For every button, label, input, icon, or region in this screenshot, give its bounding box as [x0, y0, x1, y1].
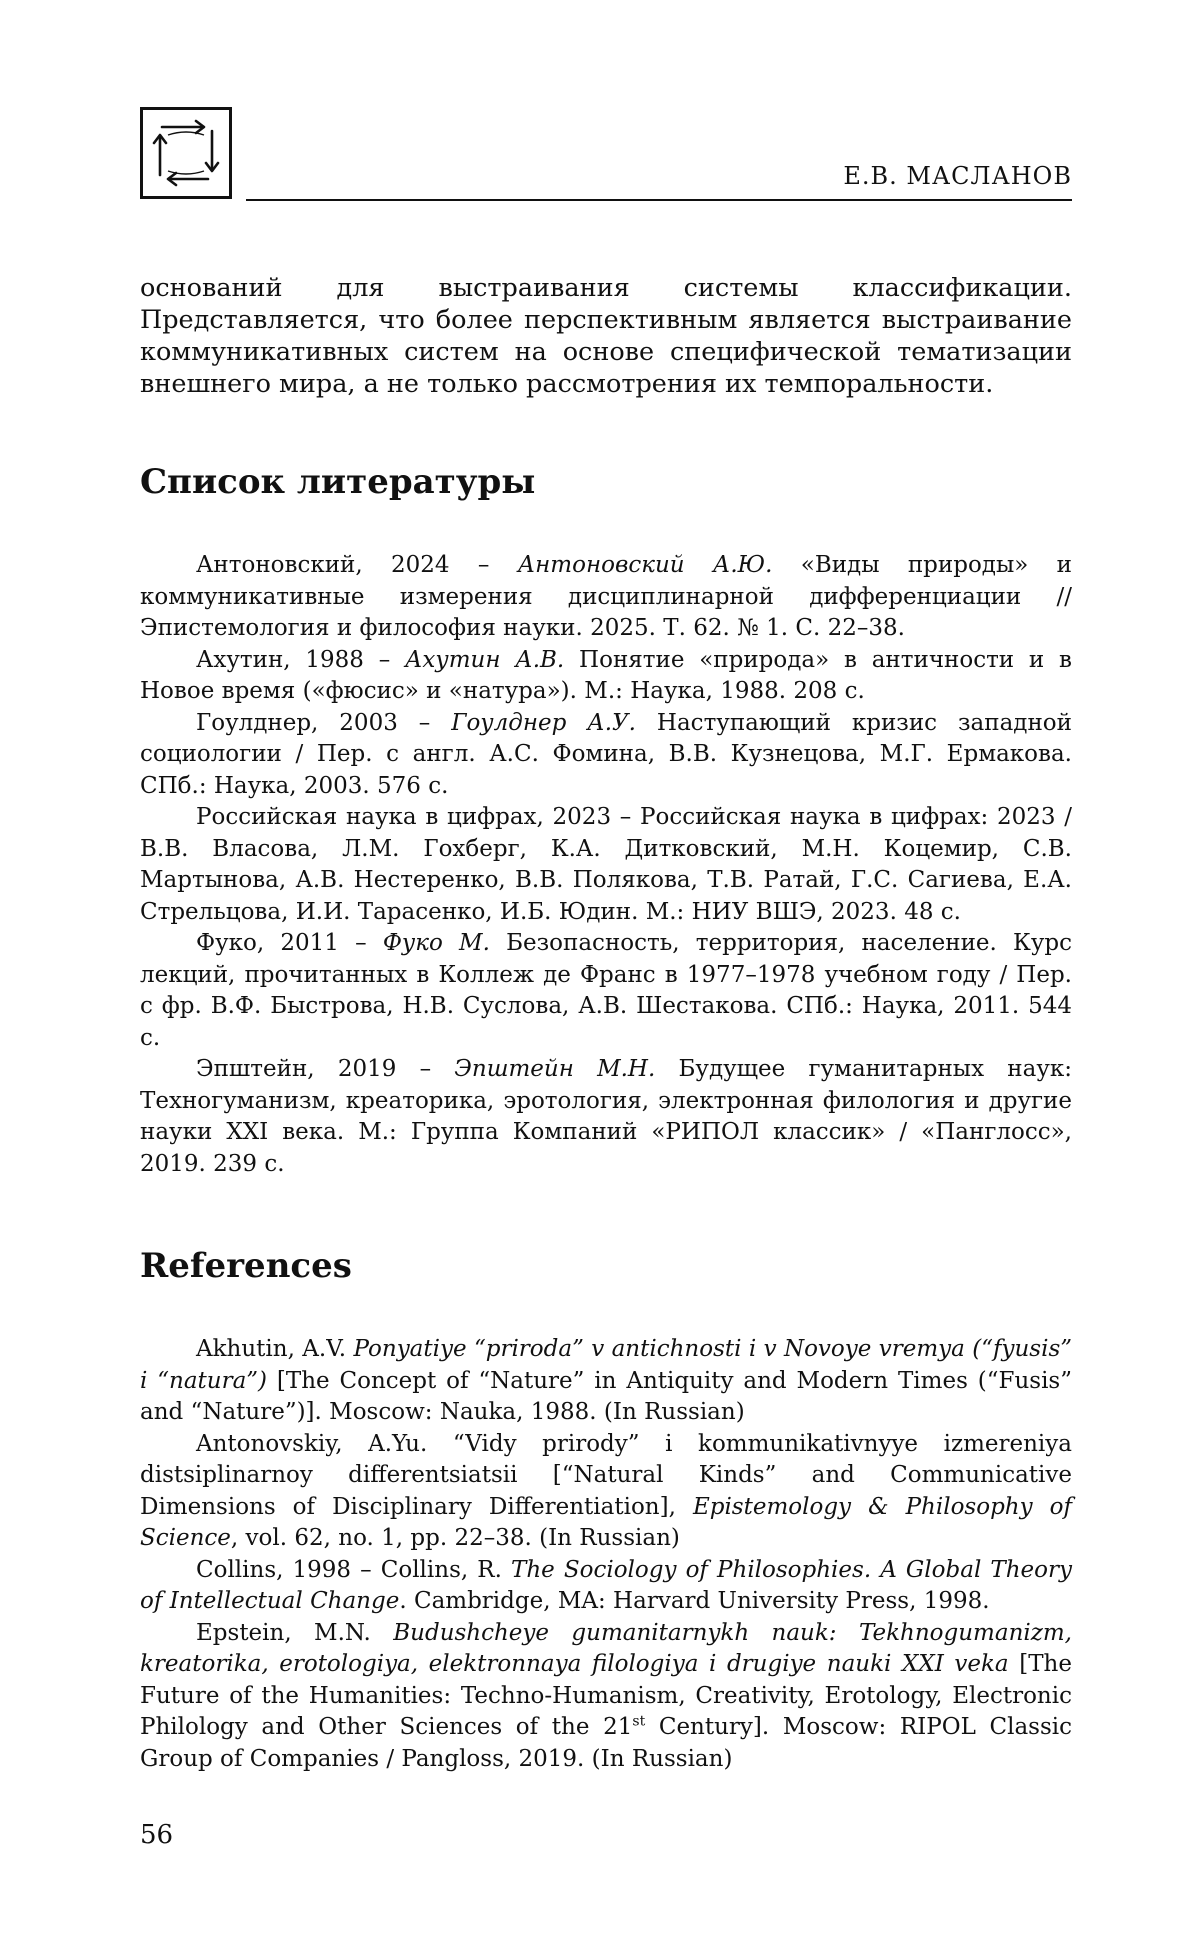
reference-item: Эпштейн, 2019 – Эпштейн М.Н. Будущее гуманитарных наук: Техногуманизм, креаторика, эротология, электронная филология и другие науки XXI века. М.: Группа Компаний «РИПОЛ классик» / «Панглосс», 2019. 239 с.	[140, 1056, 1072, 1177]
reference-item: Фуко, 2011 – Фуко М. Безопасность, территория, население. Курс лекций, прочитанных в Коллеж де Франс в 1977–1978 учебном году / Пер. с фр. В.Ф. Быстрова, Н.В. Суслова, А.В. Шестакова. СПб.: Наука, 2011. 544 с.	[140, 930, 1072, 1051]
section-title-ru: Список литературы	[140, 462, 536, 502]
reference-author: Ахутин А.В.	[405, 646, 565, 673]
reference-author: Эпштейн М.Н.	[454, 1056, 656, 1082]
header-rule	[246, 199, 1072, 201]
reference-item: Антоновский, 2024 – Антоновский А.Ю. «Виды природы» и коммуникативные измерения дисциплинарной дифференциации // Эпистемология и философия науки. 2025. Т. 62. № 1. С. 22–38.	[140, 552, 1073, 641]
reference-title: Budushcheye gumanitarnykh nauk: Tekhnogumanizm, kreatorika, erotologiya, elektronnaya filologiya i drugiye nauki XXI veka	[140, 1619, 1072, 1677]
section-title-en: References	[140, 1246, 352, 1286]
body-paragraph: оснований для выстраивания системы классификации. Представляется, что более перспективным является выстраивание коммуникативных систем на основе специфической тематизации внешнего мира, а не только рассмотрения их темпоральности.	[140, 273, 1072, 399]
reference-list-ru	[140, 550, 1072, 1180]
reference-title: Epistemology & Philosophy of Science	[140, 1493, 1072, 1551]
running-head-author: Е.В. МАСЛАНОВ	[843, 162, 1072, 190]
journal-logo-icon	[140, 107, 232, 199]
reference-author: Гоулднер А.У.	[451, 709, 636, 736]
reference-list-en	[140, 1334, 1072, 1775]
reference-item: Antonovskiy, A.Yu. “Vidy prirody” i kommunikativnyye izmereniya distsiplinarnoy differentsiatsii [“Natural Kinds” and Communicative Dimensions of Disciplinary Differentiation], Epistemology & Philosophy of Science, vol. 62, no. 1, pp. 22–38. (In Russian)	[140, 1430, 1072, 1551]
reference-item: Российская наука в цифрах, 2023 – Российская наука в цифрах: 2023 / В.В. Власова, Л.М. Гохберг, К.А. Дитковский, М.Н. Коцемир, С.В. Мартынова, А.В. Нестеренко, В.В. Полякова, Т.В. Ратай, Г.С. Сагиева, Е.А. Стрельцова, И.И. Тарасенко, И.Б. Юдин. М.: НИУ ВШЭ, 2023. 48 с.	[140, 804, 1072, 925]
reference-item: Epstein, M.N. Budushcheye gumanitarnykh nauk: Tekhnogumanizm, kreatorika, erotologiya, elektronnaya filologiya i drugiye nauki XXI veka [The Future of the Humanities: Techno-Humanism, Creativity, Erotology, Electronic Philology and Other Sciences of the 21st Century]. Moscow: RIPOL Classic Group of Companies / Pangloss, 2019. (In Russian)	[140, 1619, 1072, 1772]
reference-item: Гоулднер, 2003 – Гоулднер А.У. Наступающий кризис западной социологии / Пер. с англ. А.С. Фомина, В.В. Кузнецова, М.Г. Ермакова. СПб.: Наука, 2003. 576 с.	[140, 709, 1072, 799]
reference-title: Ponyatiye “priroda” v antichnosti i v Novoye vremya (“fyusis” i “natura”)	[140, 1336, 1073, 1394]
reference-item: Ахутин, 1988 – Ахутин А.В. Понятие «природа» в античности и в Новое время («фюсис» и «натура»). М.: Наука, 1988. 208 с.	[140, 646, 1072, 704]
reference-item: Akhutin, A.V. Ponyatiye “priroda” v antichnosti i v Novoye vremya (“fyusis” i “natura”) [The Concept of “Nature” in Antiquity and Modern Times (“Fusis” and “Nature”)]. Moscow: Nauka, 1988. (In Russian)	[140, 1336, 1073, 1425]
reference-author: Фуко М.	[382, 930, 490, 956]
reference-author: Антоновский А.Ю.	[517, 552, 773, 578]
reference-item: Collins, 1998 – Collins, R. The Sociology of Philosophies. A Global Theory of Intellectual Change. Cambridge, MA: Harvard University Press, 1998.	[140, 1556, 1072, 1614]
reference-title: The Sociology of Philosophies. A Global Theory of Intellectual Change	[140, 1556, 1072, 1614]
page-number: 56	[140, 1820, 174, 1850]
page-content	[140, 272, 1072, 1775]
